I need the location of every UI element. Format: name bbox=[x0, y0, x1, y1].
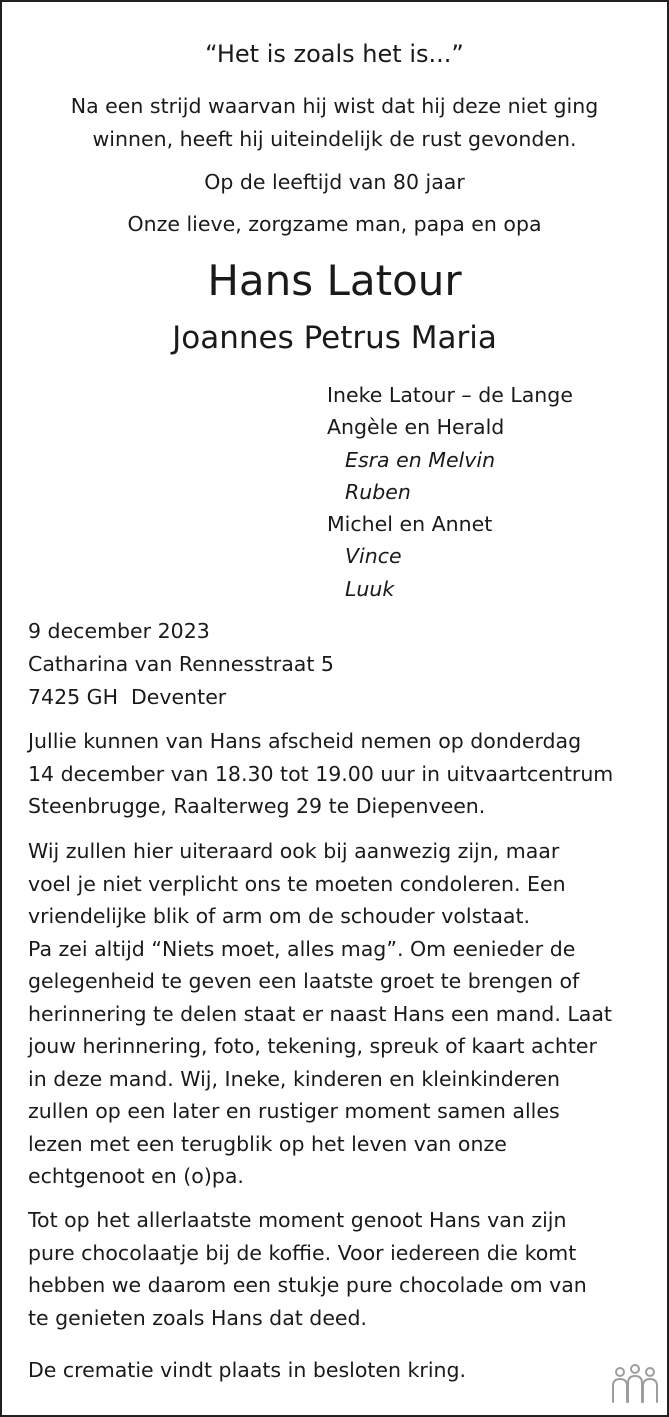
family-grandchild: Esra en Melvin bbox=[345, 447, 496, 472]
paragraph-line: in deze mand. Wij, Ineke, kinderen en kleinkinderen bbox=[28, 1066, 561, 1091]
notice-date: 9 december 2023 bbox=[28, 619, 210, 643]
family-grandchild: Vince bbox=[345, 544, 402, 569]
paragraph-line: voel je niet verplicht ons te moeten condoleren. Een bbox=[28, 871, 566, 896]
paragraph-line: herinnering te delen staat er naast Hans een mand. Laat bbox=[28, 1001, 612, 1026]
paragraph-line: lezen met een terugblik op het leven van onze bbox=[28, 1131, 507, 1156]
paragraph-line: Pa zei altijd “Niets moet, alles mag”. Om eenieder de bbox=[28, 936, 576, 961]
deceased-name: Hans Latour bbox=[207, 256, 462, 305]
age-line: Op de leeftijd van 80 jaar bbox=[204, 170, 465, 194]
deceased-full-names: Joannes Petrus Maria bbox=[172, 320, 497, 356]
paragraph-line: vriendelijke blik of arm om de schouder volstaat. bbox=[28, 904, 531, 928]
paragraph-line: Steenbrugge, Raalterweg 29 te Diepenveen. bbox=[28, 794, 486, 818]
paragraph-line: jouw herinnering, foto, tekening, spreuk of kaart achter bbox=[28, 1034, 597, 1058]
paragraph-line: zullen op een later en rustiger moment samen alles bbox=[28, 1099, 560, 1123]
paragraph-cremation bbox=[28, 1354, 466, 1387]
family-member: Angèle en Herald bbox=[327, 415, 505, 440]
description-line: Onze lieve, zorgzame man, papa en opa bbox=[127, 212, 542, 236]
paragraph-condolence bbox=[28, 835, 612, 1193]
family-member: Michel en Annet bbox=[327, 512, 493, 537]
paragraph-line: De crematie vindt plaats in besloten kring. bbox=[28, 1358, 467, 1382]
address-city: 7425 GH Deventer bbox=[28, 685, 227, 709]
paragraph-line: te genieten zoals Hans dat deed. bbox=[28, 1305, 368, 1330]
intro-line: winnen, heeft hij uiteindelijk de rust gevonden. bbox=[92, 127, 577, 151]
family-grandchild: Luuk bbox=[345, 576, 395, 601]
paragraph-line: 14 december van 18.30 tot 19.00 uur in uitvaartcentrum bbox=[28, 761, 614, 786]
paragraph-line: Jullie kunnen van Hans afscheid nemen op donderdag bbox=[28, 729, 582, 753]
address-block bbox=[28, 615, 334, 714]
family-member: Ineke Latour – de Lange bbox=[327, 383, 573, 407]
paragraph-line: Wij zullen hier uiteraard ook bij aanwezig zijn, maar bbox=[28, 839, 560, 863]
family-list bbox=[327, 379, 573, 605]
paragraph-line: hebben we daarom een stukje pure chocolade om van bbox=[28, 1273, 587, 1297]
paragraph-line: Tot op het allerlaatste moment genoot Hans van zijn bbox=[28, 1208, 567, 1232]
paragraph-chocolate bbox=[28, 1204, 587, 1334]
address-street: Catharina van Rennesstraat 5 bbox=[28, 652, 334, 676]
paragraph-line: pure chocolaatje bij de koffie. Voor iedereen die komt bbox=[28, 1240, 577, 1265]
paragraph-line: gelegenheid te geven een laatste groet te brengen of bbox=[28, 969, 580, 993]
family-people-icon bbox=[610, 1364, 660, 1404]
intro-line: Na een strijd waarvan hij wist dat hij deze niet ging bbox=[70, 94, 599, 118]
paragraph-farewell bbox=[28, 725, 613, 823]
intro-text bbox=[2, 90, 667, 156]
family-grandchild: Ruben bbox=[345, 479, 411, 504]
paragraph-line: echtgenoot en (o)pa. bbox=[28, 1164, 244, 1188]
opening-quote: “Het is zoals het is...” bbox=[205, 40, 464, 68]
